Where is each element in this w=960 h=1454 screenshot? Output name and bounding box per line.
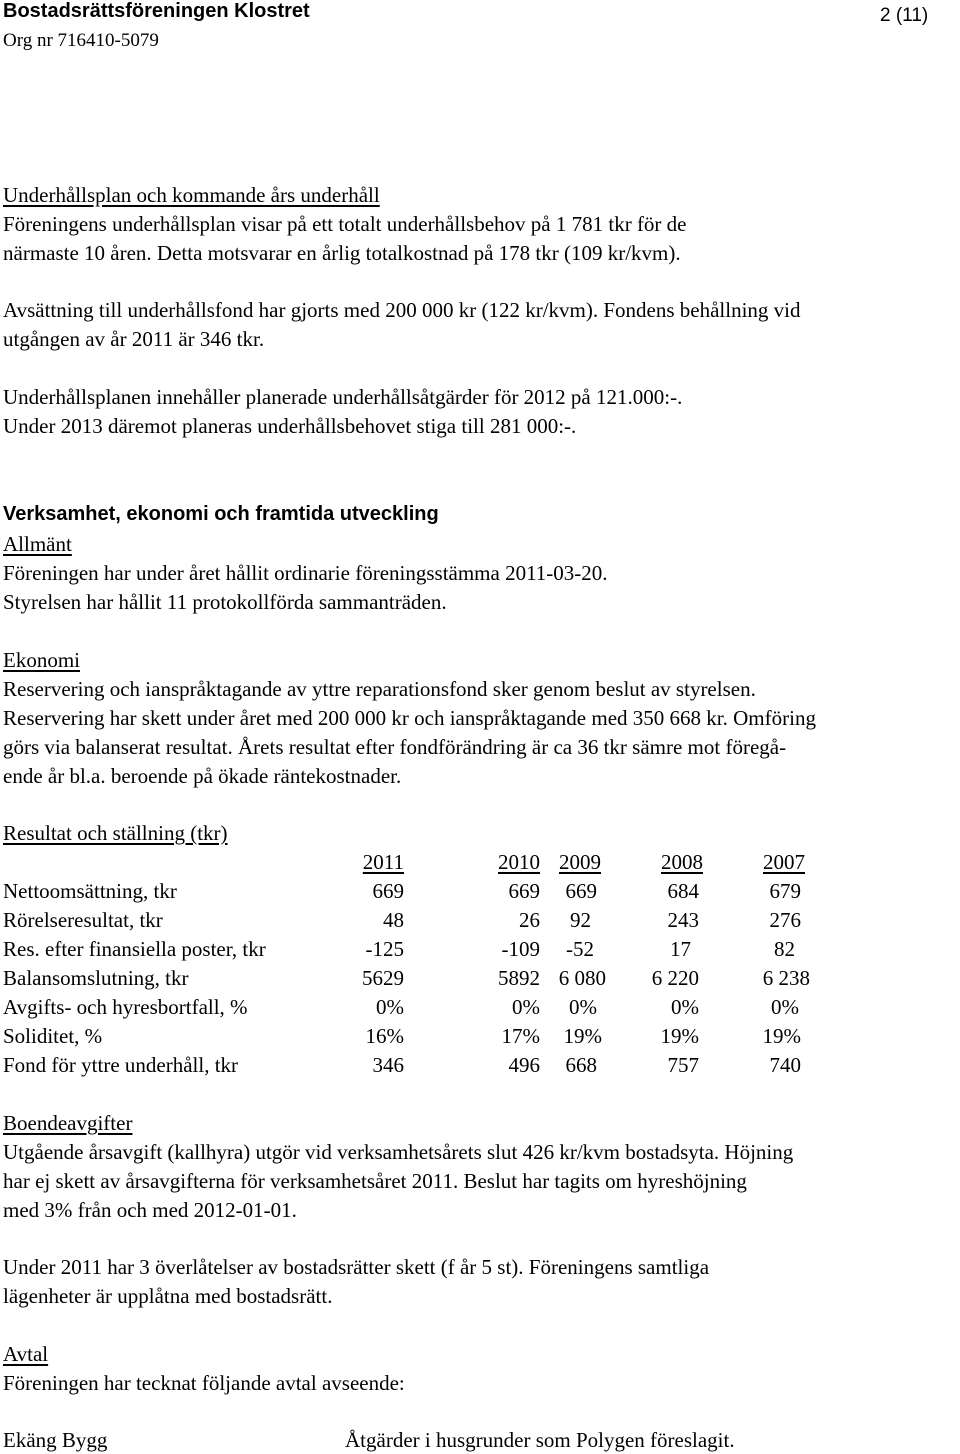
fees-heading: Boendeavgifter — [3, 1111, 133, 1135]
table-cell: 276 — [769, 908, 801, 932]
fees-line2: har ej skett av årsavgifterna för verksamhetsåret 2011. Beslut har tagits om hyreshöjning — [3, 1169, 747, 1193]
year-header: 2009 — [559, 850, 601, 874]
maintenance-p1-line1: Föreningens underhållsplan visar på ett totalt underhållsbehov på 1 781 tkr för de — [3, 212, 687, 236]
table-cell: -52 — [566, 937, 594, 961]
general-line2: Styrelsen har hållit 11 protokollförda sammanträden. — [3, 590, 447, 614]
table-cell: 679 — [769, 879, 801, 903]
row-label: Balansomslutning, tkr — [3, 966, 189, 990]
organization-number: Org nr 716410-5079 — [3, 30, 159, 51]
economy-line2: Reservering har skett under året med 200 000 kr och ianspråktagande med 350 668 kr. Omföring — [3, 706, 816, 730]
fees-line3: med 3% från och med 2012-01-01. — [3, 1198, 297, 1222]
table-cell: -125 — [365, 937, 404, 961]
table-cell: 92 — [570, 908, 591, 932]
economy-line1: Reservering och ianspråktagande av yttre reparationsfond sker genom beslut av styrelsen. — [3, 677, 756, 701]
table-cell: 669 — [565, 879, 597, 903]
table-cell: 5629 — [362, 966, 404, 990]
year-header: 2007 — [763, 850, 805, 874]
table-cell: 0% — [771, 995, 799, 1019]
maintenance-p3-line1: Underhållsplanen innehåller planerade underhållsåtgärder för 2012 på 121.000:-. — [3, 385, 683, 409]
table-cell: 0% — [671, 995, 699, 1019]
page-number: 2 (11) — [880, 5, 929, 26]
economy-line4: ende år bl.a. beroende på ökade räntekostnader. — [3, 764, 402, 788]
operations-heading: Verksamhet, ekonomi och framtida utveckling — [3, 503, 439, 525]
results-heading: Resultat och ställning (tkr) — [3, 821, 228, 845]
fees-line1: Utgående årsavgift (kallhyra) utgör vid verksamhetsårets slut 426 kr/kvm bostadsyta. Höjning — [3, 1140, 794, 1164]
row-label: Nettoomsättning, tkr — [3, 879, 177, 903]
maintenance-heading: Underhållsplan och kommande års underhåll — [3, 183, 380, 207]
row-label: Fond för yttre underhåll, tkr — [3, 1053, 239, 1077]
table-cell: 0% — [569, 995, 597, 1019]
table-cell: 757 — [667, 1053, 699, 1077]
table-cell: 243 — [667, 908, 699, 932]
table-cell: 26 — [519, 908, 540, 932]
table-cell: 0% — [376, 995, 404, 1019]
table-cell: 19% — [762, 1024, 801, 1048]
table-cell: 740 — [769, 1053, 801, 1077]
agreement-party: Ekäng Bygg — [3, 1428, 108, 1452]
table-cell: 6 080 — [558, 966, 606, 990]
row-label: Soliditet, % — [3, 1024, 103, 1048]
agreements-heading: Avtal — [3, 1342, 49, 1366]
table-cell: 346 — [372, 1053, 404, 1077]
table-cell: 684 — [667, 879, 699, 903]
table-cell: 82 — [774, 937, 795, 961]
transfers-line2: lägenheter är upplåtna med bostadsrätt. — [3, 1284, 333, 1308]
general-line1: Föreningen har under året hållit ordinarie föreningsstämma 2011-03-20. — [3, 561, 608, 585]
year-header: 2011 — [362, 850, 404, 874]
row-label: Rörelseresultat, tkr — [3, 908, 163, 932]
economy-heading: Ekonomi — [3, 648, 80, 672]
year-header: 2010 — [498, 850, 540, 874]
maintenance-p1-line2: närmaste 10 åren. Detta motsvarar en årlig totalkostnad på 178 tkr (109 kr/kvm). — [3, 241, 681, 265]
table-cell: 496 — [508, 1053, 540, 1077]
table-cell: 5892 — [498, 966, 540, 990]
table-cell: 17% — [501, 1024, 540, 1048]
year-header: 2008 — [661, 850, 703, 874]
table-cell: -109 — [501, 937, 540, 961]
table-cell: 48 — [383, 908, 404, 932]
table-cell: 6 220 — [651, 966, 699, 990]
maintenance-p3-line2: Under 2013 däremot planeras underhållsbehovet stiga till 281 000:-. — [3, 414, 577, 438]
maintenance-p2-line2: utgången av år 2011 är 346 tkr. — [3, 327, 265, 351]
table-cell: 6 238 — [762, 966, 810, 990]
table-cell: 16% — [365, 1024, 404, 1048]
table-cell: 0% — [512, 995, 540, 1019]
organization-name: Bostadsrättsföreningen Klostret — [3, 0, 310, 22]
row-label: Res. efter finansiella poster, tkr — [3, 937, 266, 961]
table-cell: 19% — [563, 1024, 602, 1048]
table-cell: 668 — [565, 1053, 597, 1077]
agreement-description: Åtgärder i husgrunder som Polygen föreslagit. — [345, 1428, 735, 1452]
economy-line3: görs via balanserat resultat. Årets resultat efter fondförändring är ca 36 tkr sämre mot föregå- — [3, 735, 787, 759]
maintenance-p2-line1: Avsättning till underhållsfond har gjorts med 200 000 kr (122 kr/kvm). Fondens behållning vid — [3, 298, 801, 322]
table-cell: 17 — [670, 937, 691, 961]
table-cell: 19% — [660, 1024, 699, 1048]
general-heading: Allmänt — [3, 532, 72, 556]
transfers-line1: Under 2011 har 3 överlåtelser av bostadsrätter skett (f år 5 st). Föreningens samtliga — [3, 1255, 710, 1279]
row-label: Avgifts- och hyresbortfall, % — [3, 995, 248, 1019]
table-cell: 669 — [508, 879, 540, 903]
table-cell: 669 — [372, 879, 404, 903]
agreements-intro: Föreningen har tecknat följande avtal avseende: — [3, 1371, 405, 1395]
